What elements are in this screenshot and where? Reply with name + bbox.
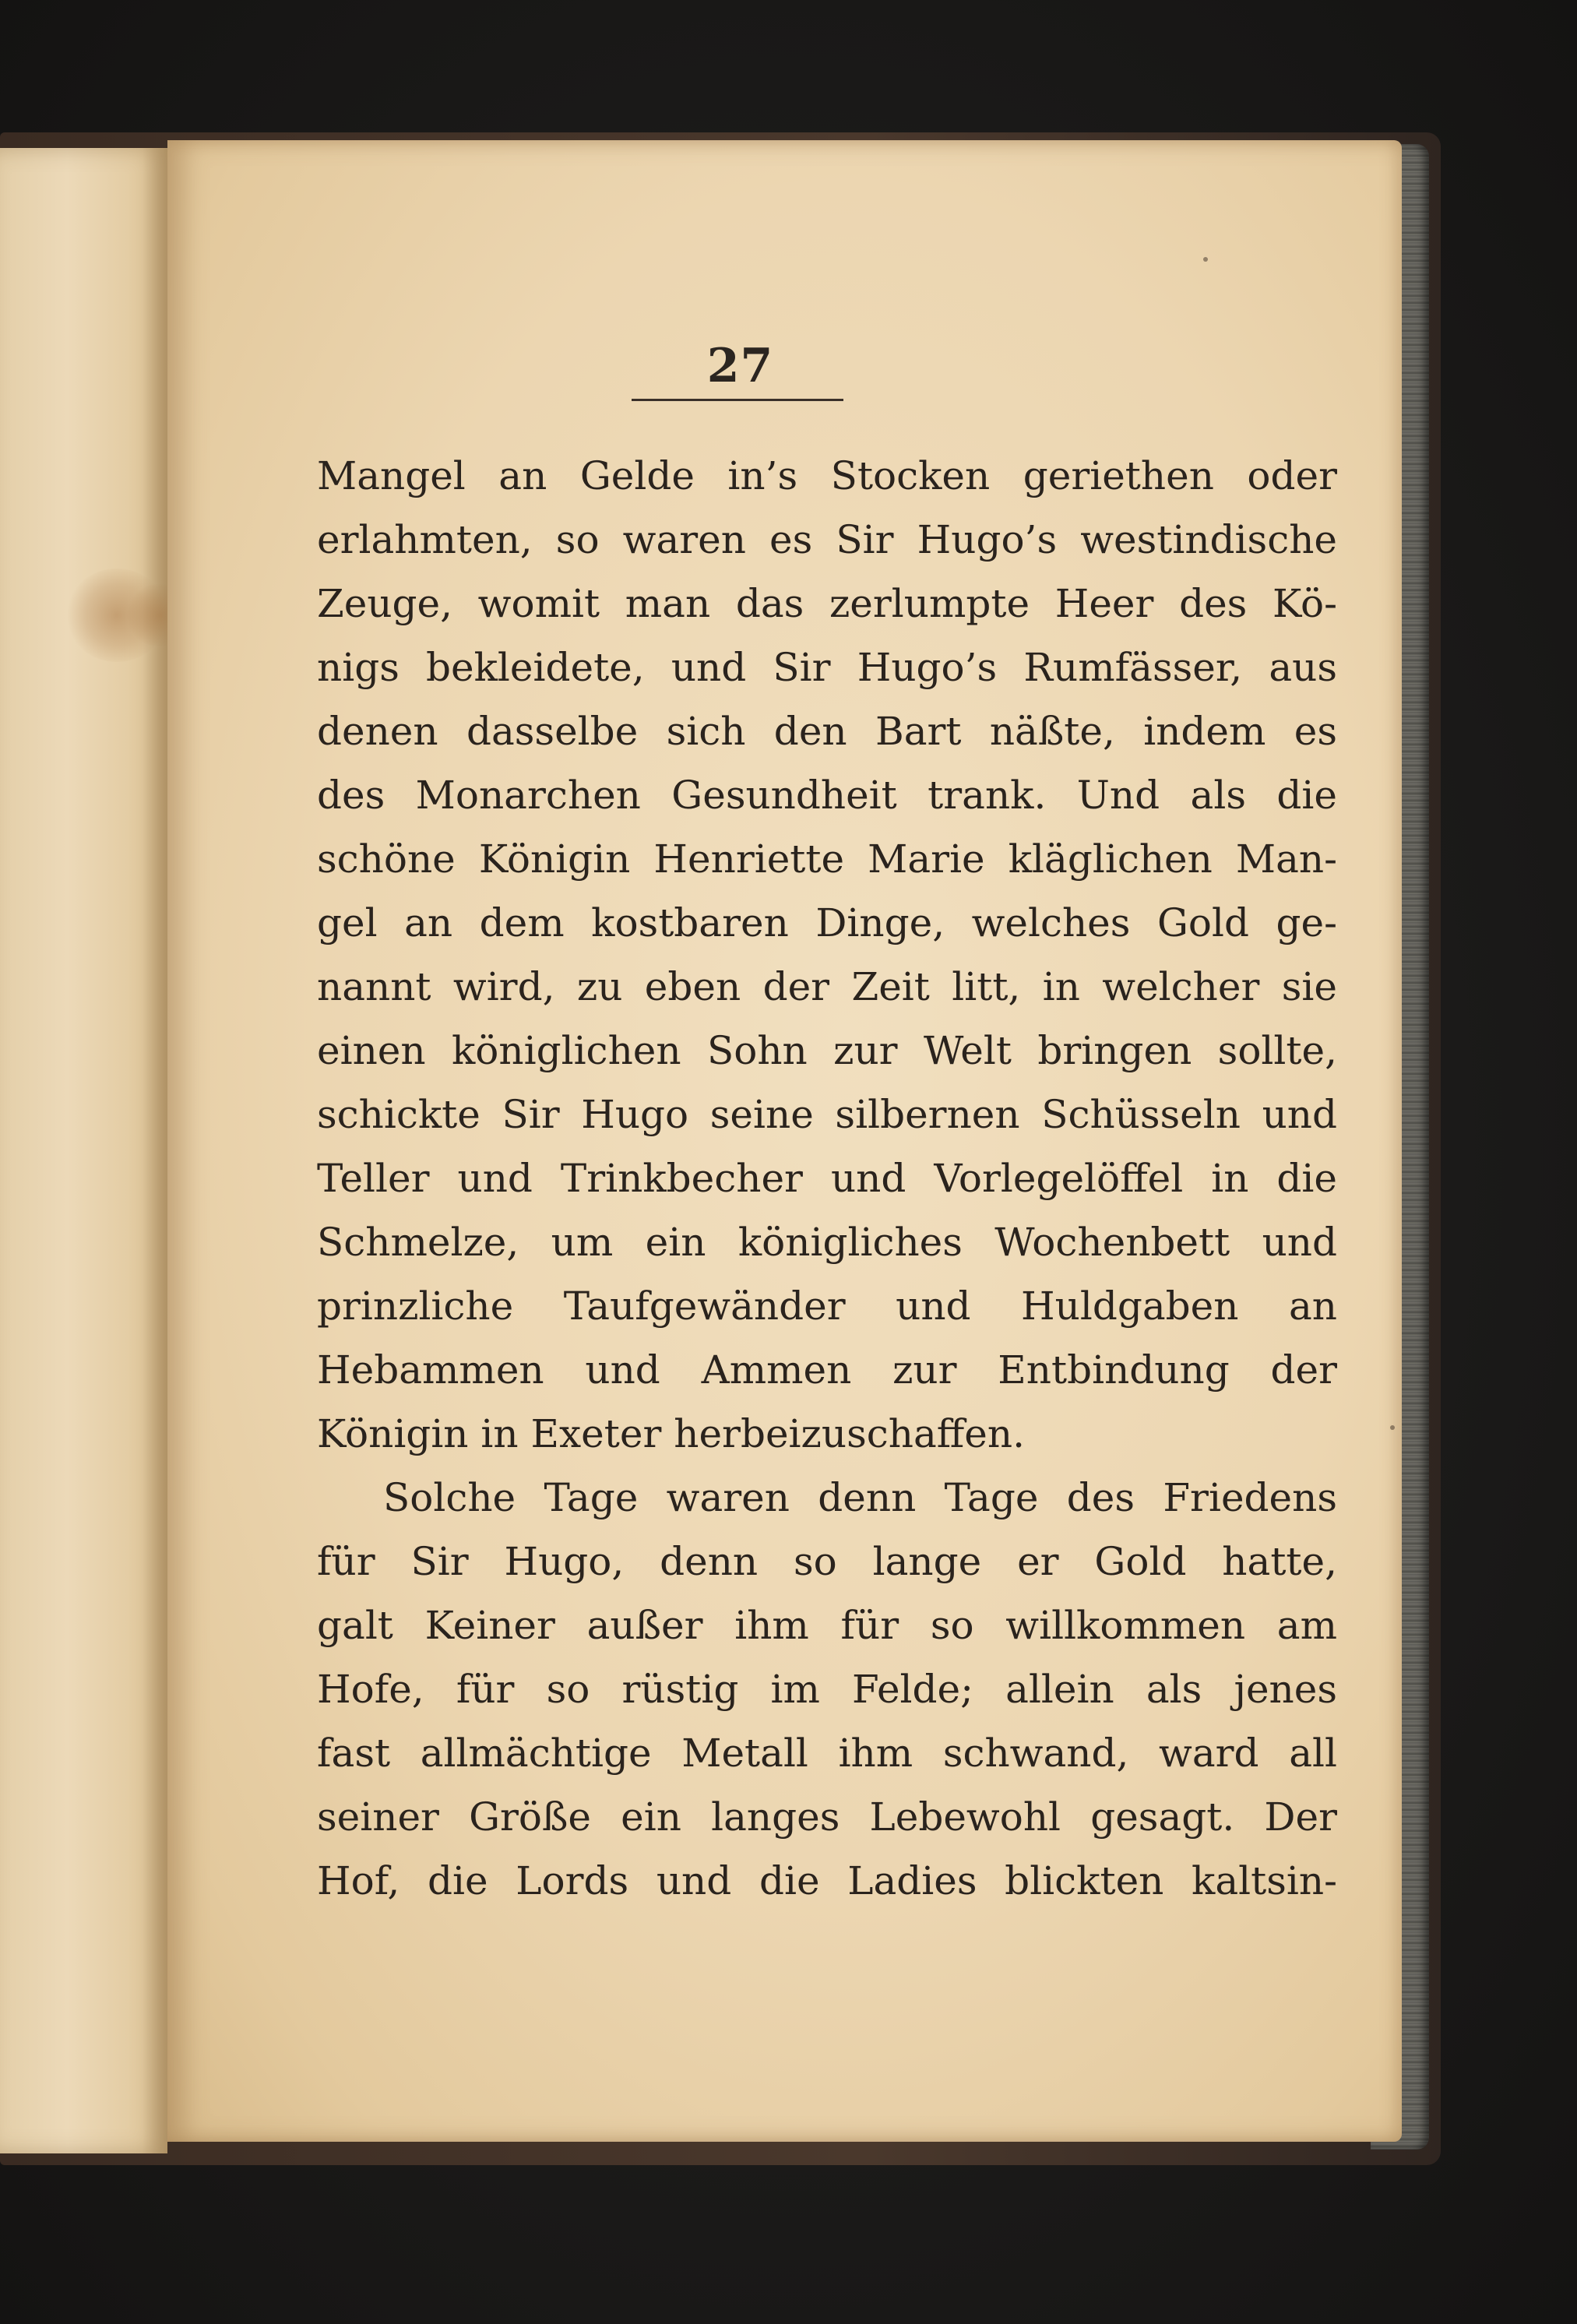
text-line: schöne Königin Henriette Marie kläglichen Man- — [317, 836, 1337, 882]
text-line: gel an dem kostbaren Dinge, welches Gold ge- — [317, 900, 1337, 945]
text-line: einen königlichen Sohn zur Welt bringen sollte, — [317, 1028, 1337, 1073]
right-page — [167, 140, 1402, 2142]
body-text — [317, 444, 1337, 1913]
text-line: für Sir Hugo, denn so lange er Gold hatte, — [317, 1539, 1337, 1584]
text-line: Hof, die Lords und die Ladies blickten kaltsin- — [317, 1858, 1337, 1903]
text-line: schickte Sir Hugo seine silbernen Schüsseln und — [317, 1092, 1337, 1137]
text-line: Teller und Trinkbecher und Vorlegelöffel in die — [317, 1156, 1337, 1201]
text-line: Mangel an Gelde in’s Stocken geriethen oder — [317, 453, 1337, 498]
text-line: Königin in Exeter herbeizuschaffen. — [317, 1411, 1025, 1456]
paper-speck — [1203, 257, 1208, 262]
text-line: Solche Tage waren denn Tage des Friedens — [383, 1475, 1337, 1520]
text-line: fast allmächtige Metall ihm schwand, ward all — [317, 1731, 1337, 1776]
text-line: des Monarchen Gesundheit trank. Und als die — [317, 773, 1337, 818]
text-line: erlahmten, so waren es Sir Hugo’s westindische — [317, 517, 1337, 562]
header-rule — [632, 399, 843, 401]
text-line: Schmelze, um ein königliches Wochenbett und — [317, 1220, 1337, 1265]
paper-speck — [1390, 1425, 1395, 1430]
text-line: galt Keiner außer ihm für so willkommen am — [317, 1603, 1337, 1648]
page-number: 27 — [706, 339, 774, 393]
page-number-wrapper — [167, 339, 1402, 393]
text-line: Zeuge, womit man das zerlumpte Heer des Kö- — [317, 581, 1337, 626]
text-line: Hebammen und Ammen zur Entbindung der — [317, 1347, 1337, 1393]
text-line: denen dasselbe sich den Bart näßte, indem es — [317, 709, 1337, 754]
text-line: seiner Größe ein langes Lebewohl gesagt. Der — [317, 1794, 1337, 1840]
text-line: nigs bekleidete, und Sir Hugo’s Rumfässer, aus — [317, 645, 1337, 690]
text-line: Hofe, für so rüstig im Felde; allein als jenes — [317, 1667, 1337, 1712]
left-page — [0, 148, 167, 2153]
text-line: prinzliche Taufgewänder und Huldgaben an — [317, 1283, 1337, 1329]
text-line: nannt wird, zu eben der Zeit litt, in welcher sie — [317, 964, 1337, 1009]
